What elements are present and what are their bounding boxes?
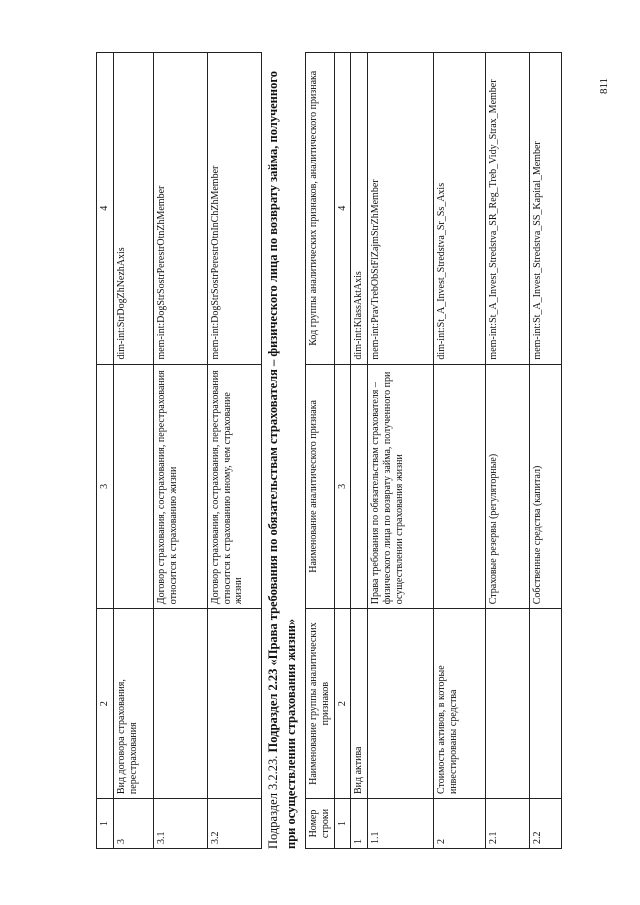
section-title: Подраздел 2.23 «Права требования по обязательствам страхователя – физического лица по возврату займа, полученного при осуществлении страхования жизни» [266, 71, 299, 849]
code-cell: mem-int:DogStrSostrPerestrOtnInChZhMember [207, 53, 261, 365]
analytics-table [305, 52, 562, 849]
group-name-cell: Вид договора страхования, перестрахования [113, 609, 153, 799]
column-number-header: 4 [334, 53, 351, 365]
column-number-header: 4 [97, 53, 114, 365]
code-cell: mem-int:St_A_Invest_Stredstva_SS_Kapital_Member [530, 53, 562, 365]
group-name-cell [486, 609, 530, 799]
table-row [434, 53, 486, 849]
header-feature-name: Наименование аналитического признака [306, 364, 335, 609]
group-name-cell [368, 609, 434, 799]
table-header-row [97, 53, 114, 849]
group-name-cell [153, 609, 207, 799]
group-name-cell: Вид актива [351, 609, 368, 799]
feature-name-cell: Страховые резервы (регуляторные) [486, 364, 530, 609]
column-number-header: 3 [334, 364, 351, 609]
group-name-cell [530, 609, 562, 799]
feature-name-cell [351, 364, 368, 609]
feature-name-cell: Права требования по обязательствам страхователя – физического лица по возврату займа, полученного при осуществлении страхования жизни [368, 364, 434, 609]
group-name-cell [207, 609, 261, 799]
page-number: 811 [598, 77, 611, 95]
table-row [351, 53, 368, 849]
code-cell: mem-int:PravTrebObStFlZajmStrZhMember [368, 53, 434, 365]
row-number: 2.2 [530, 799, 562, 849]
table-header-row [306, 53, 335, 849]
feature-name-cell: Договор страхования, сострахования, перестрахования относится к страхованию жизни [153, 364, 207, 609]
table-continued [96, 52, 262, 849]
row-number: 2 [434, 799, 486, 849]
section-heading [264, 52, 300, 849]
header-row-number: Номер строки [306, 799, 335, 849]
code-cell: dim-int:KlassAktAxis [351, 53, 368, 365]
table-row [486, 53, 530, 849]
table-row [153, 53, 207, 849]
feature-name-cell: Собственные средства (капитал) [530, 364, 562, 609]
column-number-header: 1 [97, 799, 114, 849]
row-number: 2.1 [486, 799, 530, 849]
table-row [113, 53, 153, 849]
column-number-header: 3 [97, 364, 114, 609]
row-number: 3 [113, 799, 153, 849]
code-cell: mem-int:St_A_Invest_Stredstva_SR_Reg_Treb_Vidy_Strax_Member [486, 53, 530, 365]
header-group-name: Наименование группы аналитических признаков [306, 609, 335, 799]
row-number: 1.1 [368, 799, 434, 849]
table-row [207, 53, 261, 849]
row-number: 3.1 [153, 799, 207, 849]
section-number: Подраздел 3.2.23. [266, 755, 280, 849]
code-cell: dim-int:StrDogZhNezhAxis [113, 53, 153, 365]
column-number-header: 1 [334, 799, 351, 849]
feature-name-cell [113, 364, 153, 609]
column-number-header: 2 [334, 609, 351, 799]
feature-name-cell [434, 364, 486, 609]
table-row [368, 53, 434, 849]
row-number: 1 [351, 799, 368, 849]
table-number-row [334, 53, 351, 849]
code-cell: dim-int:St_A_Invest_Stredstva_Sr_Ss_Axis [434, 53, 486, 365]
column-number-header: 2 [97, 609, 114, 799]
row-number: 3.2 [207, 799, 261, 849]
group-name-cell: Стоимость активов, в которые инвестированы средства [434, 609, 486, 799]
header-code: Код группы аналитических признаков, аналитического признака [306, 53, 335, 365]
code-cell: mem-int:DogStrSostrPerestrOtnZhMember [153, 53, 207, 365]
table-row [530, 53, 562, 849]
feature-name-cell: Договор страхования, сострахования, перестрахования относится к страхованию иному, чем страхование жизни [207, 364, 261, 609]
